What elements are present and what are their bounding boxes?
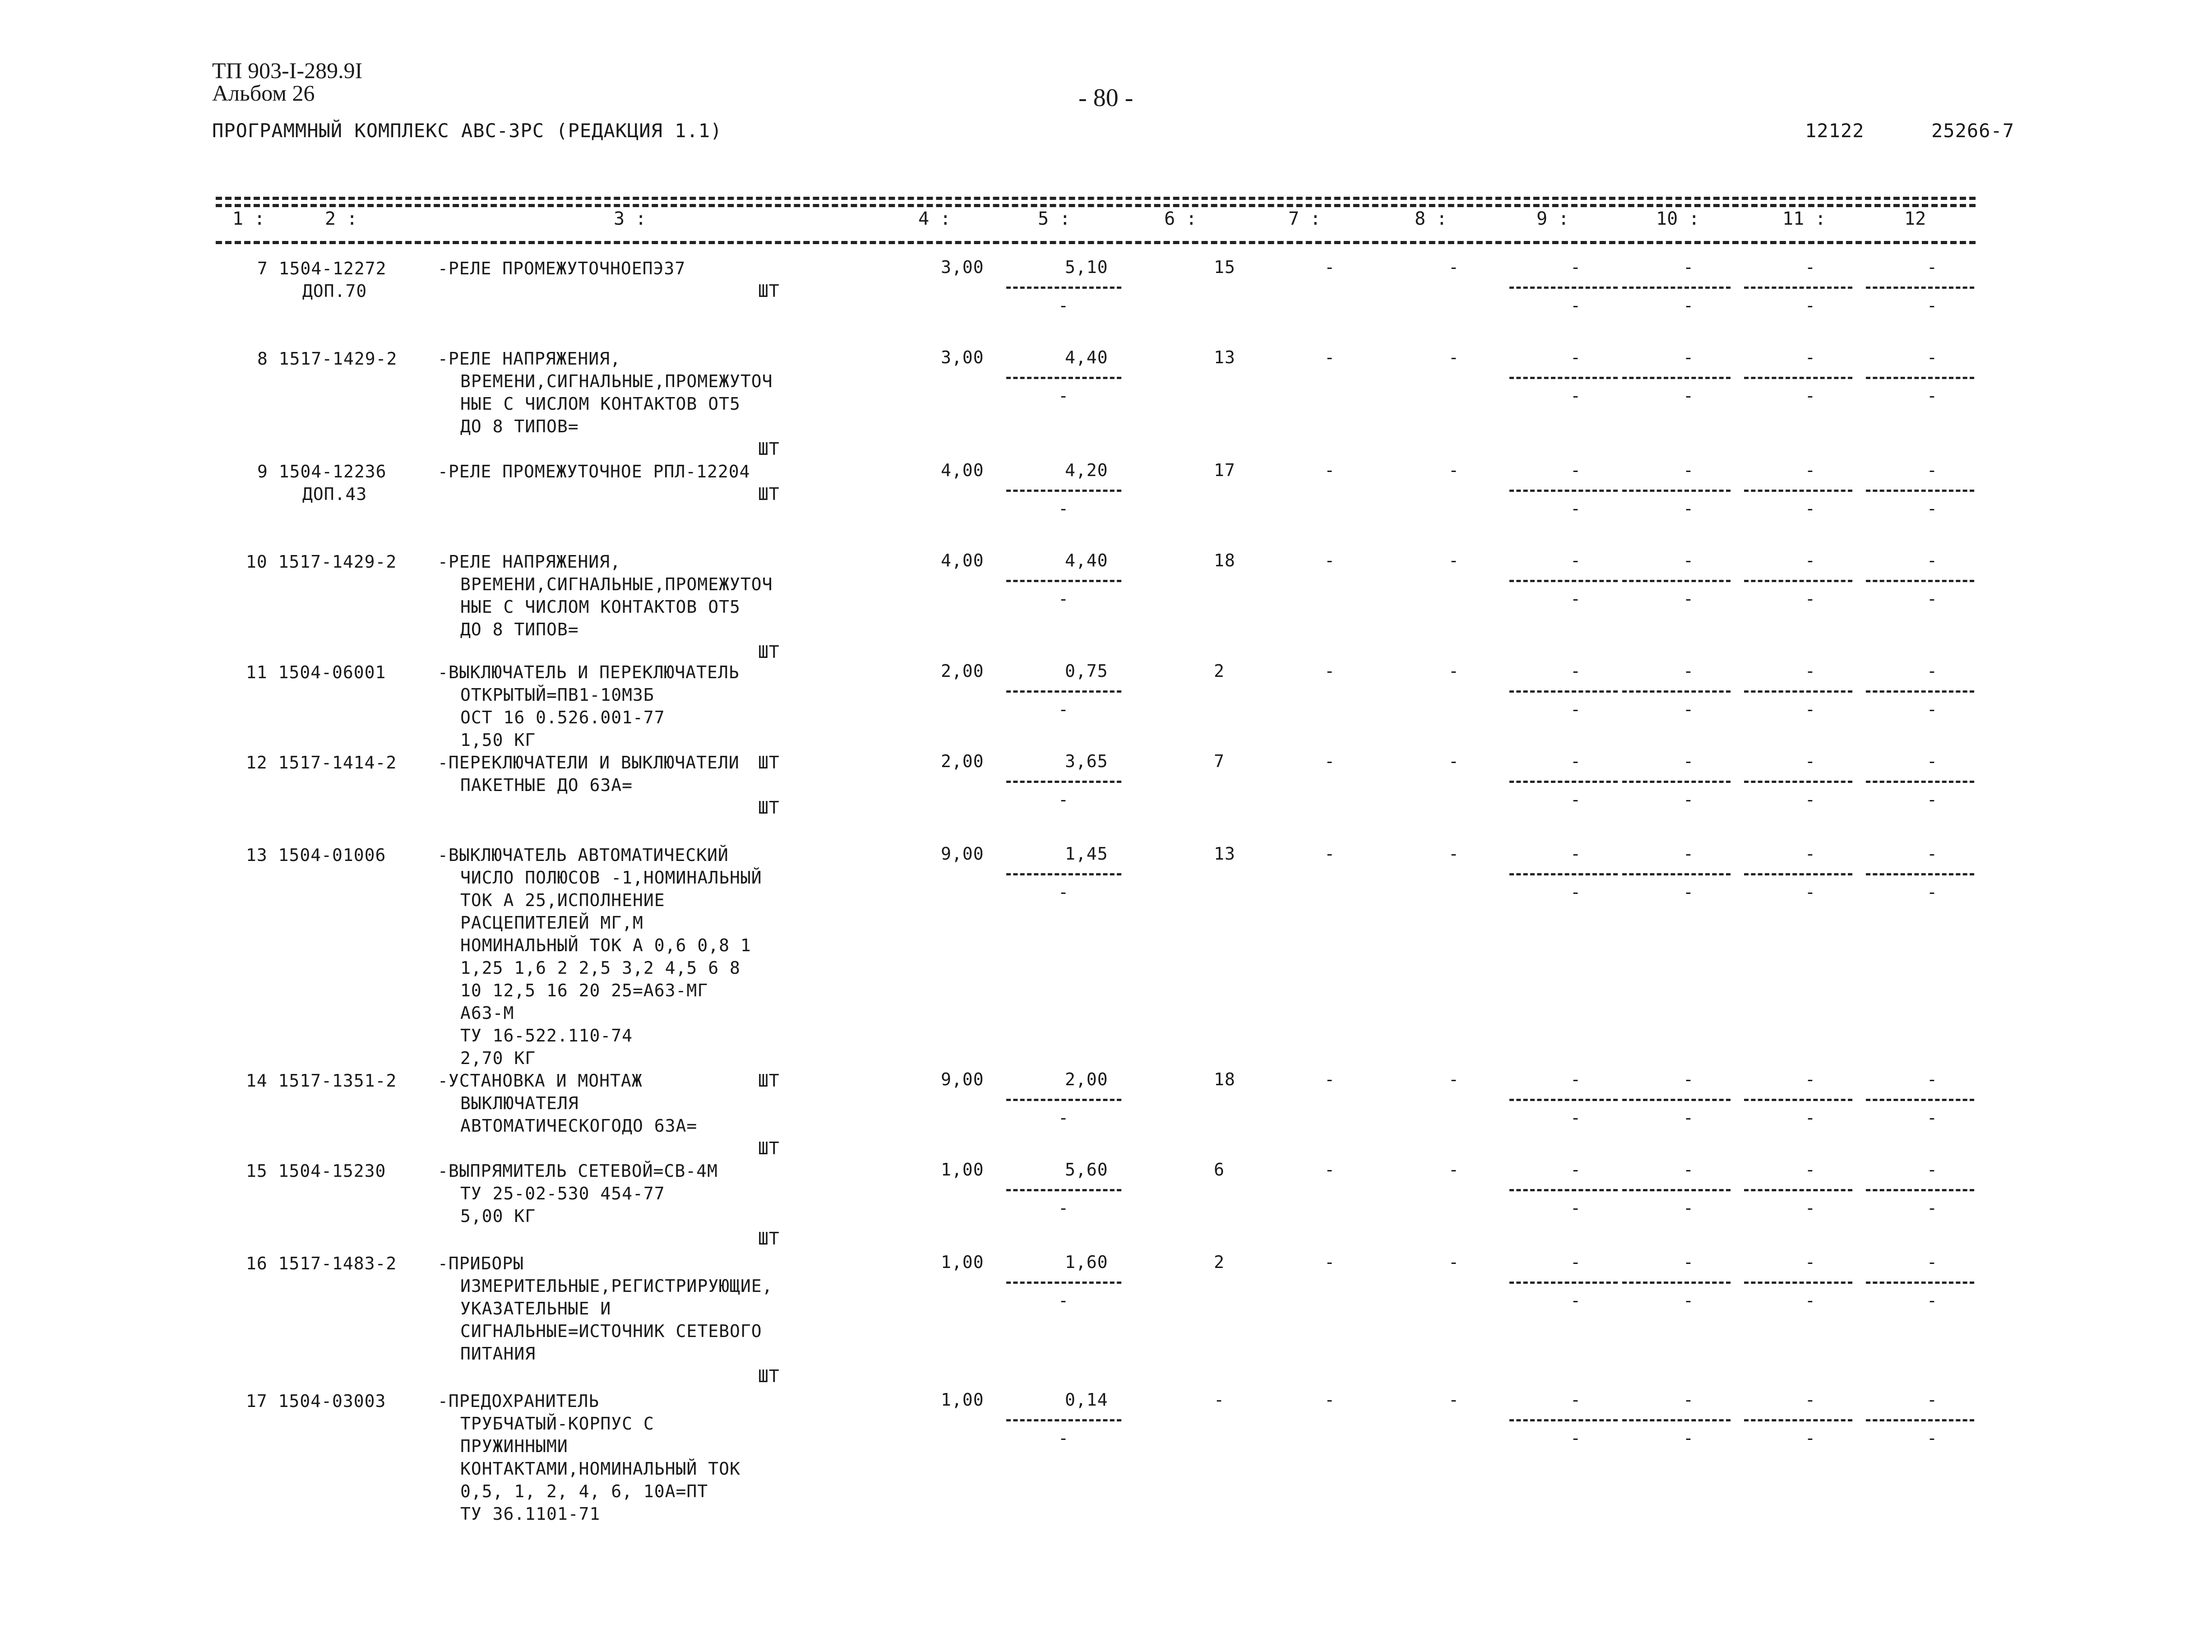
- col12-subrule: [1866, 1189, 1974, 1191]
- col11-subrule: [1744, 1282, 1852, 1284]
- row-description: ИЗМЕРИТЕЛЬНЫЕ,РЕГИСТРИРУЮЩИЕ,: [460, 1276, 773, 1296]
- row-id: 13 1504-01006: [246, 845, 386, 865]
- cell-col8: -: [1448, 844, 1459, 864]
- row-description: 5,00 КГ: [460, 1206, 536, 1226]
- cell-col7: -: [1324, 1390, 1335, 1410]
- cell-col5: 5,10: [1065, 257, 1108, 277]
- col10-dash: -: [1683, 1291, 1694, 1310]
- col10-dash: -: [1683, 1428, 1694, 1448]
- col-hdr-5: 5 :: [1038, 208, 1071, 229]
- cell-col11: -: [1805, 460, 1816, 480]
- col11-dash: -: [1805, 1108, 1816, 1128]
- cell-col10: -: [1683, 347, 1694, 367]
- row-unit: ШТ: [758, 1366, 780, 1386]
- cell-col9: -: [1570, 1252, 1581, 1272]
- cell-col5: 0,14: [1065, 1390, 1108, 1410]
- col9-dash: -: [1570, 1291, 1581, 1310]
- header-bottom-rule: [216, 241, 1976, 244]
- cell-col8: -: [1448, 460, 1459, 480]
- cell-col6: 7: [1214, 751, 1225, 771]
- cell-col6: 17: [1214, 460, 1236, 480]
- col5-dash: -: [1058, 589, 1069, 609]
- cell-col7: -: [1324, 1069, 1335, 1089]
- row-description: 1,50 КГ: [460, 730, 536, 750]
- row-description: УКАЗАТЕЛЬНЫЕ И: [460, 1299, 611, 1319]
- cell-col12: -: [1927, 1390, 1938, 1410]
- row-description: -ПРИБОРЫ: [438, 1254, 524, 1273]
- col5-subrule: [1006, 1282, 1121, 1284]
- col12-subrule: [1866, 1419, 1974, 1421]
- row-description: КОНТАКТАМИ,НОМИНАЛЬНЫЙ ТОК: [460, 1459, 740, 1479]
- cell-col11: -: [1805, 661, 1816, 681]
- cell-col11: -: [1805, 751, 1816, 771]
- cell-col6: 18: [1214, 551, 1236, 570]
- cell-col8: -: [1448, 347, 1459, 367]
- col-hdr-8: 8 :: [1415, 208, 1448, 229]
- cell-col7: -: [1324, 460, 1335, 480]
- cell-col11: -: [1805, 1252, 1816, 1272]
- col-hdr-4: 4 :: [918, 208, 951, 229]
- row-description: А63-М: [460, 1003, 514, 1023]
- code-a: 12122: [1805, 120, 1865, 142]
- cell-col5: 1,60: [1065, 1252, 1108, 1272]
- col10-subrule: [1622, 1099, 1731, 1101]
- cell-col4: 4,00: [941, 551, 984, 570]
- col5-subrule: [1006, 1419, 1121, 1421]
- cell-col10: -: [1683, 751, 1694, 771]
- cell-col6: 13: [1214, 347, 1236, 367]
- row-id: 12 1517-1414-2: [246, 753, 397, 773]
- row-unit: ШТ: [758, 484, 780, 504]
- cell-col10: -: [1683, 460, 1694, 480]
- col5-dash: -: [1058, 1428, 1069, 1448]
- col12-dash: -: [1927, 499, 1938, 518]
- row-description: ВЫКЛЮЧАТЕЛЯ: [460, 1093, 579, 1113]
- col10-dash: -: [1683, 1198, 1694, 1218]
- row-id: 17 1504-03003: [246, 1391, 386, 1411]
- row-unit: ШТ: [758, 642, 780, 662]
- row-unit: ШТ: [758, 281, 780, 301]
- cell-col8: -: [1448, 551, 1459, 570]
- row-description: -ПЕРЕКЛЮЧАТЕЛИ И ВЫКЛЮЧАТЕЛИ: [438, 753, 740, 773]
- cell-col4: 1,00: [941, 1252, 984, 1272]
- col12-subrule: [1866, 377, 1974, 379]
- cell-col11: -: [1805, 551, 1816, 570]
- cell-col12: -: [1927, 1252, 1938, 1272]
- cell-col8: -: [1448, 661, 1459, 681]
- col12-subrule: [1866, 490, 1974, 492]
- col10-subrule: [1622, 1189, 1731, 1191]
- row-id: 16 1517-1483-2: [246, 1254, 397, 1273]
- cell-col5: 3,65: [1065, 751, 1108, 771]
- col12-dash: -: [1927, 589, 1938, 609]
- col11-subrule: [1744, 1419, 1852, 1421]
- row-description: -УСТАНОВКА И МОНТАЖ: [438, 1071, 643, 1091]
- row-extra-code: ДОП.43: [302, 484, 367, 504]
- col5-subrule: [1006, 490, 1121, 492]
- col9-subrule: [1509, 490, 1618, 492]
- col12-dash: -: [1927, 882, 1938, 902]
- table-top-rule-2: [216, 204, 1976, 207]
- cell-col8: -: [1448, 1069, 1459, 1089]
- cell-col12: -: [1927, 551, 1938, 570]
- col9-subrule: [1509, 873, 1618, 875]
- cell-col12: -: [1927, 844, 1938, 864]
- cell-col6: 2: [1214, 1252, 1225, 1272]
- cell-col11: -: [1805, 347, 1816, 367]
- row-description: ТУ 16-522.110-74: [460, 1026, 633, 1046]
- cell-col10: -: [1683, 1160, 1694, 1180]
- cell-col7: -: [1324, 661, 1335, 681]
- row-unit: ШТ: [758, 798, 780, 818]
- row-description: 0,5, 1, 2, 4, 6, 10А=ПТ: [460, 1481, 708, 1501]
- col12-dash: -: [1927, 790, 1938, 810]
- col10-subrule: [1622, 580, 1731, 582]
- row-description: СИГНАЛЬНЫЕ=ИСТОЧНИК СЕТЕВОГО: [460, 1321, 762, 1341]
- col11-dash: -: [1805, 699, 1816, 719]
- col11-subrule: [1744, 490, 1852, 492]
- cell-col9: -: [1570, 751, 1581, 771]
- cell-col11: -: [1805, 844, 1816, 864]
- cell-col11: -: [1805, 1069, 1816, 1089]
- cell-col7: -: [1324, 347, 1335, 367]
- cell-col4: 9,00: [941, 1069, 984, 1089]
- row-description: -РЕЛЕ ПРОМЕЖУТОЧНОЕПЭ37: [438, 259, 686, 278]
- col12-dash: -: [1927, 296, 1938, 315]
- cell-col7: -: [1324, 1252, 1335, 1272]
- col11-dash: -: [1805, 296, 1816, 315]
- col10-subrule: [1622, 287, 1731, 289]
- row-extra-code: ДОП.70: [302, 281, 367, 301]
- cell-col11: -: [1805, 1160, 1816, 1180]
- col11-dash: -: [1805, 1198, 1816, 1218]
- col9-subrule: [1509, 287, 1618, 289]
- row-description: -ВЫКЛЮЧАТЕЛЬ АВТОМАТИЧЕСКИЙ: [438, 845, 729, 865]
- cell-col11: -: [1805, 1390, 1816, 1410]
- row-description: 10 12,5 16 20 25=А63-МГ: [460, 981, 708, 1000]
- cell-col4: 3,00: [941, 347, 984, 367]
- col9-dash: -: [1570, 296, 1581, 315]
- row-id: 9 1504-12236: [257, 462, 387, 481]
- col10-subrule: [1622, 690, 1731, 693]
- col12-subrule: [1866, 287, 1974, 289]
- col-hdr-3: 3 :: [614, 208, 647, 229]
- col5-dash: -: [1058, 386, 1069, 406]
- row-description: -ВЫКЛЮЧАТЕЛЬ И ПЕРЕКЛЮЧАТЕЛЬ: [438, 662, 740, 682]
- col12-dash: -: [1927, 1108, 1938, 1128]
- col5-dash: -: [1058, 1291, 1069, 1310]
- row-description: ТОК А 25,ИСПОЛНЕНИЕ: [460, 890, 665, 910]
- row-description: ТУ 36.1101-71: [460, 1504, 601, 1524]
- col9-dash: -: [1570, 1428, 1581, 1448]
- col9-dash: -: [1570, 1198, 1581, 1218]
- row-description: ОТКРЫТЫЙ=ПВ1-10М3Б: [460, 685, 654, 705]
- col12-dash: -: [1927, 1291, 1938, 1310]
- col12-subrule: [1866, 580, 1974, 582]
- cell-col4: 2,00: [941, 751, 984, 771]
- col10-subrule: [1622, 490, 1731, 492]
- col12-dash: -: [1927, 699, 1938, 719]
- col10-dash: -: [1683, 386, 1694, 406]
- col9-subrule: [1509, 781, 1618, 783]
- cell-col10: -: [1683, 551, 1694, 570]
- col10-dash: -: [1683, 296, 1694, 315]
- col9-subrule: [1509, 580, 1618, 582]
- cell-col8: -: [1448, 1160, 1459, 1180]
- col9-dash: -: [1570, 499, 1581, 518]
- row-description: ВРЕМЕНИ,СИГНАЛЬНЫЕ,ПРОМЕЖУТОЧ: [460, 574, 773, 594]
- cell-col9: -: [1570, 460, 1581, 480]
- row-unit: ШТ: [758, 1071, 780, 1091]
- row-description: -ПРЕДОХРАНИТЕЛЬ: [438, 1391, 600, 1411]
- row-description: АВТОМАТИЧЕСКОГОДО 63А=: [460, 1116, 698, 1136]
- cell-col8: -: [1448, 257, 1459, 277]
- cell-col5: 4,20: [1065, 460, 1108, 480]
- cell-col8: -: [1448, 1252, 1459, 1272]
- col12-subrule: [1866, 781, 1974, 783]
- col9-subrule: [1509, 1189, 1618, 1191]
- col11-dash: -: [1805, 882, 1816, 902]
- col12-subrule: [1866, 873, 1974, 875]
- col10-dash: -: [1683, 699, 1694, 719]
- program-title: ПРОГРАММНЫЙ КОМПЛЕКС АВС-3РС (РЕДАКЦИЯ 1.1): [212, 120, 722, 142]
- col11-dash: -: [1805, 790, 1816, 810]
- col9-dash: -: [1570, 790, 1581, 810]
- cell-col10: -: [1683, 844, 1694, 864]
- cell-col5: 2,00: [1065, 1069, 1108, 1089]
- col12-dash: -: [1927, 1428, 1938, 1448]
- cell-col7: -: [1324, 257, 1335, 277]
- col5-dash: -: [1058, 1108, 1069, 1128]
- row-description: ДО 8 ТИПОВ=: [460, 620, 579, 639]
- cell-col12: -: [1927, 1069, 1938, 1089]
- col-hdr-7: 7 :: [1288, 208, 1321, 229]
- cell-col9: -: [1570, 551, 1581, 570]
- row-id: 7 1504-12272: [257, 259, 387, 278]
- row-description: ОСТ 16 0.526.001-77: [460, 708, 665, 727]
- cell-col10: -: [1683, 661, 1694, 681]
- row-description: ТУ 25-02-530 454-77: [460, 1184, 665, 1203]
- cell-col10: -: [1683, 257, 1694, 277]
- page-number: - 80 -: [1078, 84, 1134, 112]
- cell-col10: -: [1683, 1390, 1694, 1410]
- cell-col12: -: [1927, 347, 1938, 367]
- col9-dash: -: [1570, 882, 1581, 902]
- cell-col11: -: [1805, 257, 1816, 277]
- col5-dash: -: [1058, 1198, 1069, 1218]
- cell-col6: 15: [1214, 257, 1236, 277]
- document-code: ТП 903-I-289.9I: [212, 58, 363, 83]
- cell-col6: -: [1214, 1390, 1225, 1410]
- row-description: НОМИНАЛЬНЫЙ ТОК А 0,6 0,8 1: [460, 935, 751, 955]
- col-hdr-9: 9 :: [1536, 208, 1569, 229]
- cell-col5: 4,40: [1065, 551, 1108, 570]
- cell-col10: -: [1683, 1069, 1694, 1089]
- col5-subrule: [1006, 781, 1121, 783]
- cell-col4: 4,00: [941, 460, 984, 480]
- cell-col7: -: [1324, 551, 1335, 570]
- col9-dash: -: [1570, 589, 1581, 609]
- row-description: НЫЕ С ЧИСЛОМ КОНТАКТОВ ОТ5: [460, 394, 740, 414]
- col5-subrule: [1006, 580, 1121, 582]
- col-hdr-2: 2 :: [325, 208, 358, 229]
- col12-subrule: [1866, 1282, 1974, 1284]
- col5-subrule: [1006, 690, 1121, 693]
- cell-col7: -: [1324, 844, 1335, 864]
- col12-subrule: [1866, 690, 1974, 693]
- row-description: ПАКЕТНЫЕ ДО 63А=: [460, 775, 633, 795]
- cell-col12: -: [1927, 751, 1938, 771]
- col11-subrule: [1744, 873, 1852, 875]
- cell-col12: -: [1927, 1160, 1938, 1180]
- row-description: -РЕЛЕ НАПРЯЖЕНИЯ,: [438, 552, 621, 572]
- col12-subrule: [1866, 1099, 1974, 1101]
- col10-subrule: [1622, 781, 1731, 783]
- row-description: -РЕЛЕ ПРОМЕЖУТОЧНОЕ РПЛ-12204: [438, 462, 750, 481]
- cell-col9: -: [1570, 844, 1581, 864]
- row-description: ПИТАНИЯ: [460, 1344, 536, 1364]
- col11-dash: -: [1805, 386, 1816, 406]
- col12-dash: -: [1927, 386, 1938, 406]
- col-hdr-12: 12: [1904, 208, 1926, 229]
- cell-col4: 9,00: [941, 844, 984, 864]
- col-hdr-6: 6 :: [1164, 208, 1197, 229]
- col10-dash: -: [1683, 1108, 1694, 1128]
- row-id: 14 1517-1351-2: [246, 1071, 397, 1091]
- cell-col9: -: [1570, 257, 1581, 277]
- col10-subrule: [1622, 873, 1731, 875]
- col11-dash: -: [1805, 1428, 1816, 1448]
- col11-dash: -: [1805, 589, 1816, 609]
- col5-subrule: [1006, 287, 1121, 289]
- row-description: ДО 8 ТИПОВ=: [460, 416, 579, 436]
- col5-dash: -: [1058, 882, 1069, 902]
- col5-dash: -: [1058, 699, 1069, 719]
- cell-col5: 4,40: [1065, 347, 1108, 367]
- col10-dash: -: [1683, 589, 1694, 609]
- col11-subrule: [1744, 1099, 1852, 1101]
- col11-subrule: [1744, 781, 1852, 783]
- row-description: НЫЕ С ЧИСЛОМ КОНТАКТОВ ОТ5: [460, 597, 740, 617]
- cell-col12: -: [1927, 257, 1938, 277]
- cell-col5: 1,45: [1065, 844, 1108, 864]
- cell-col9: -: [1570, 1390, 1581, 1410]
- row-description: ТРУБЧАТЫЙ-КОРПУС С: [460, 1414, 654, 1434]
- row-description: РАСЦЕПИТЕЛЕЙ МГ,М: [460, 913, 643, 933]
- col10-dash: -: [1683, 499, 1694, 518]
- row-unit: ШТ: [758, 753, 780, 773]
- table-top-rule: [216, 197, 1976, 200]
- col-hdr-10: 10 :: [1656, 208, 1700, 229]
- col11-subrule: [1744, 1189, 1852, 1191]
- row-id: 11 1504-06001: [246, 662, 386, 682]
- cell-col7: -: [1324, 751, 1335, 771]
- col9-dash: -: [1570, 386, 1581, 406]
- cell-col4: 1,00: [941, 1390, 984, 1410]
- row-unit: ШТ: [758, 1229, 780, 1249]
- album-label: Альбом 26: [212, 80, 315, 106]
- row-description: ЧИСЛО ПОЛЮСОВ -1,НОМИНАЛЬНЫЙ: [460, 868, 762, 888]
- col10-subrule: [1622, 377, 1731, 379]
- row-description: -ВЫПРЯМИТЕЛЬ СЕТЕВОЙ=СВ-4М: [438, 1161, 718, 1181]
- cell-col6: 2: [1214, 661, 1225, 681]
- col5-dash: -: [1058, 499, 1069, 518]
- col9-subrule: [1509, 690, 1618, 693]
- col11-dash: -: [1805, 499, 1816, 518]
- cell-col8: -: [1448, 1390, 1459, 1410]
- cell-col4: 2,00: [941, 661, 984, 681]
- col11-subrule: [1744, 690, 1852, 693]
- col11-subrule: [1744, 287, 1852, 289]
- row-description: 2,70 КГ: [460, 1048, 536, 1068]
- row-id: 15 1504-15230: [246, 1161, 386, 1181]
- col5-subrule: [1006, 377, 1121, 379]
- cell-col9: -: [1570, 1069, 1581, 1089]
- col5-dash: -: [1058, 296, 1069, 315]
- col11-subrule: [1744, 580, 1852, 582]
- cell-col7: -: [1324, 1160, 1335, 1180]
- row-id: 8 1517-1429-2: [257, 349, 398, 369]
- col9-dash: -: [1570, 1108, 1581, 1128]
- row-unit: ШТ: [758, 439, 780, 459]
- col10-subrule: [1622, 1419, 1731, 1421]
- col-hdr-11: 11 :: [1782, 208, 1826, 229]
- col9-subrule: [1509, 377, 1618, 379]
- cell-col12: -: [1927, 460, 1938, 480]
- cell-col12: -: [1927, 661, 1938, 681]
- cell-col9: -: [1570, 1160, 1581, 1180]
- code-b: 25266-7: [1931, 120, 2015, 142]
- col5-dash: -: [1058, 790, 1069, 810]
- row-unit: ШТ: [758, 1138, 780, 1158]
- col9-subrule: [1509, 1099, 1618, 1101]
- col11-subrule: [1744, 377, 1852, 379]
- cell-col5: 0,75: [1065, 661, 1108, 681]
- col10-dash: -: [1683, 882, 1694, 902]
- cell-col6: 6: [1214, 1160, 1225, 1180]
- cell-col9: -: [1570, 347, 1581, 367]
- col9-dash: -: [1570, 699, 1581, 719]
- col11-dash: -: [1805, 1291, 1816, 1310]
- row-description: ВРЕМЕНИ,СИГНАЛЬНЫЕ,ПРОМЕЖУТОЧ: [460, 371, 773, 391]
- cell-col6: 13: [1214, 844, 1236, 864]
- col12-dash: -: [1927, 1198, 1938, 1218]
- col10-subrule: [1622, 1282, 1731, 1284]
- col9-subrule: [1509, 1419, 1618, 1421]
- row-description: 1,25 1,6 2 2,5 3,2 4,5 6 8: [460, 958, 740, 978]
- col10-dash: -: [1683, 790, 1694, 810]
- col5-subrule: [1006, 1189, 1121, 1191]
- row-description: ПРУЖИННЫМИ: [460, 1436, 568, 1456]
- cell-col4: 3,00: [941, 257, 984, 277]
- cell-col10: -: [1683, 1252, 1694, 1272]
- cell-col6: 18: [1214, 1069, 1236, 1089]
- cell-col8: -: [1448, 751, 1459, 771]
- row-id: 10 1517-1429-2: [246, 552, 397, 572]
- col5-subrule: [1006, 1099, 1121, 1101]
- row-description: -РЕЛЕ НАПРЯЖЕНИЯ,: [438, 349, 621, 369]
- cell-col4: 1,00: [941, 1160, 984, 1180]
- cell-col9: -: [1570, 661, 1581, 681]
- col9-subrule: [1509, 1282, 1618, 1284]
- col-hdr-1: 1 :: [232, 208, 265, 229]
- cell-col5: 5,60: [1065, 1160, 1108, 1180]
- col5-subrule: [1006, 873, 1121, 875]
